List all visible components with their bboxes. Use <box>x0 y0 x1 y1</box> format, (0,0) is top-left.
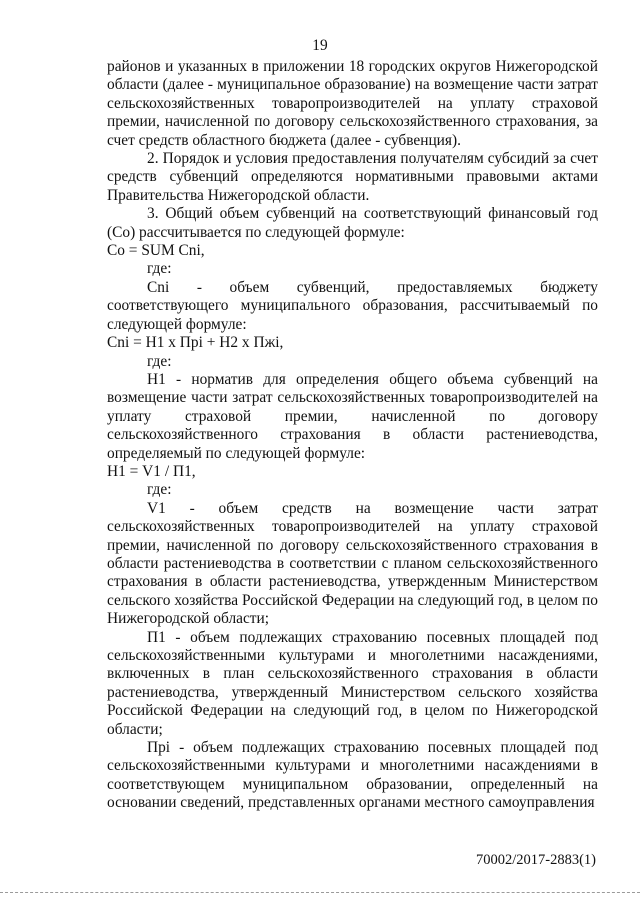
paragraph-3: 3. Общий объем субвенций на соответствующий финансовый год (Со) рассчитывается по следующей формуле: <box>107 205 598 241</box>
where-label-2: где: <box>147 352 172 370</box>
definition-p1: П1 - объем подлежащих страхованию посевных площадей под сельскохозяйственными культурами и многолетними насаждениями, включенных в план сельскохозяйственного страхования в области растениеводства, утвержденный Министерством сельского хозяйства Российской Федерации на следующий год, в целом по Нижегородской области; <box>107 628 598 738</box>
where-label-1: где: <box>147 260 172 278</box>
paragraph-continuation: районов и указанных в приложении 18 городских округов Нижегородской области (далее - муниципальное образование) на возмещение части затрат сельскохозяйственных товаропроизводителей на уплату страховой премии, начисленной по договору сельскохозяйственного страхования, за счет средств областного бюджета (далее - субвенция). <box>107 58 598 149</box>
formula-n1: Н1 = V1 / П1, <box>107 462 196 480</box>
scan-edge-divider <box>0 892 640 893</box>
formula-cni: Cni = Н1 х Прi + Н2 х Пжi, <box>107 334 284 352</box>
definition-n1: Н1 - норматив для определения общего объема субвенций на возмещение части затрат сельскохозяйственных товаропроизводителей на уплату страховой премии, начисленной по договору сельскохозяйственного страхования в области растениеводства, определяемый по следующей формуле: <box>107 370 598 462</box>
page-number: 19 <box>312 37 328 54</box>
formula-total-subvention: Со = SUM Cni, <box>107 242 205 260</box>
document-code: 70002/2017-2883(1) <box>475 852 596 868</box>
paragraph-2: 2. Порядок и условия предоставления получателям субсидий за счет средств субвенций определяются нормативными правовыми актами Правительства Нижегородской области. <box>107 150 598 204</box>
document-body <box>107 58 598 813</box>
definition-pri: Прi - объем подлежащих страхованию посевных площадей под сельскохозяйственными культурами и многолетними насаждениями в соответствующем муниципальном образовании, определенный на основании сведений, представленных органами местного самоуправления <box>107 739 598 812</box>
definition-v1: V1 - объем средств на возмещение части затрат сельскохозяйственных товаропроизводителей на уплату страховой премии, начисленной по договору сельскохозяйственного страхования в области растениеводства в соответствии с планом сельскохозяйственного страхования в области растениеводства, утвержденным Министерством сельского хозяйства Российской Федерации на следующий год, в целом по Нижегородской области; <box>107 499 598 628</box>
where-label-3: где: <box>147 481 172 499</box>
definition-cni: Cni - объем субвенций, предоставляемых бюджету соответствующего муниципального образования, рассчитываемый по следующей формуле: <box>107 278 598 333</box>
